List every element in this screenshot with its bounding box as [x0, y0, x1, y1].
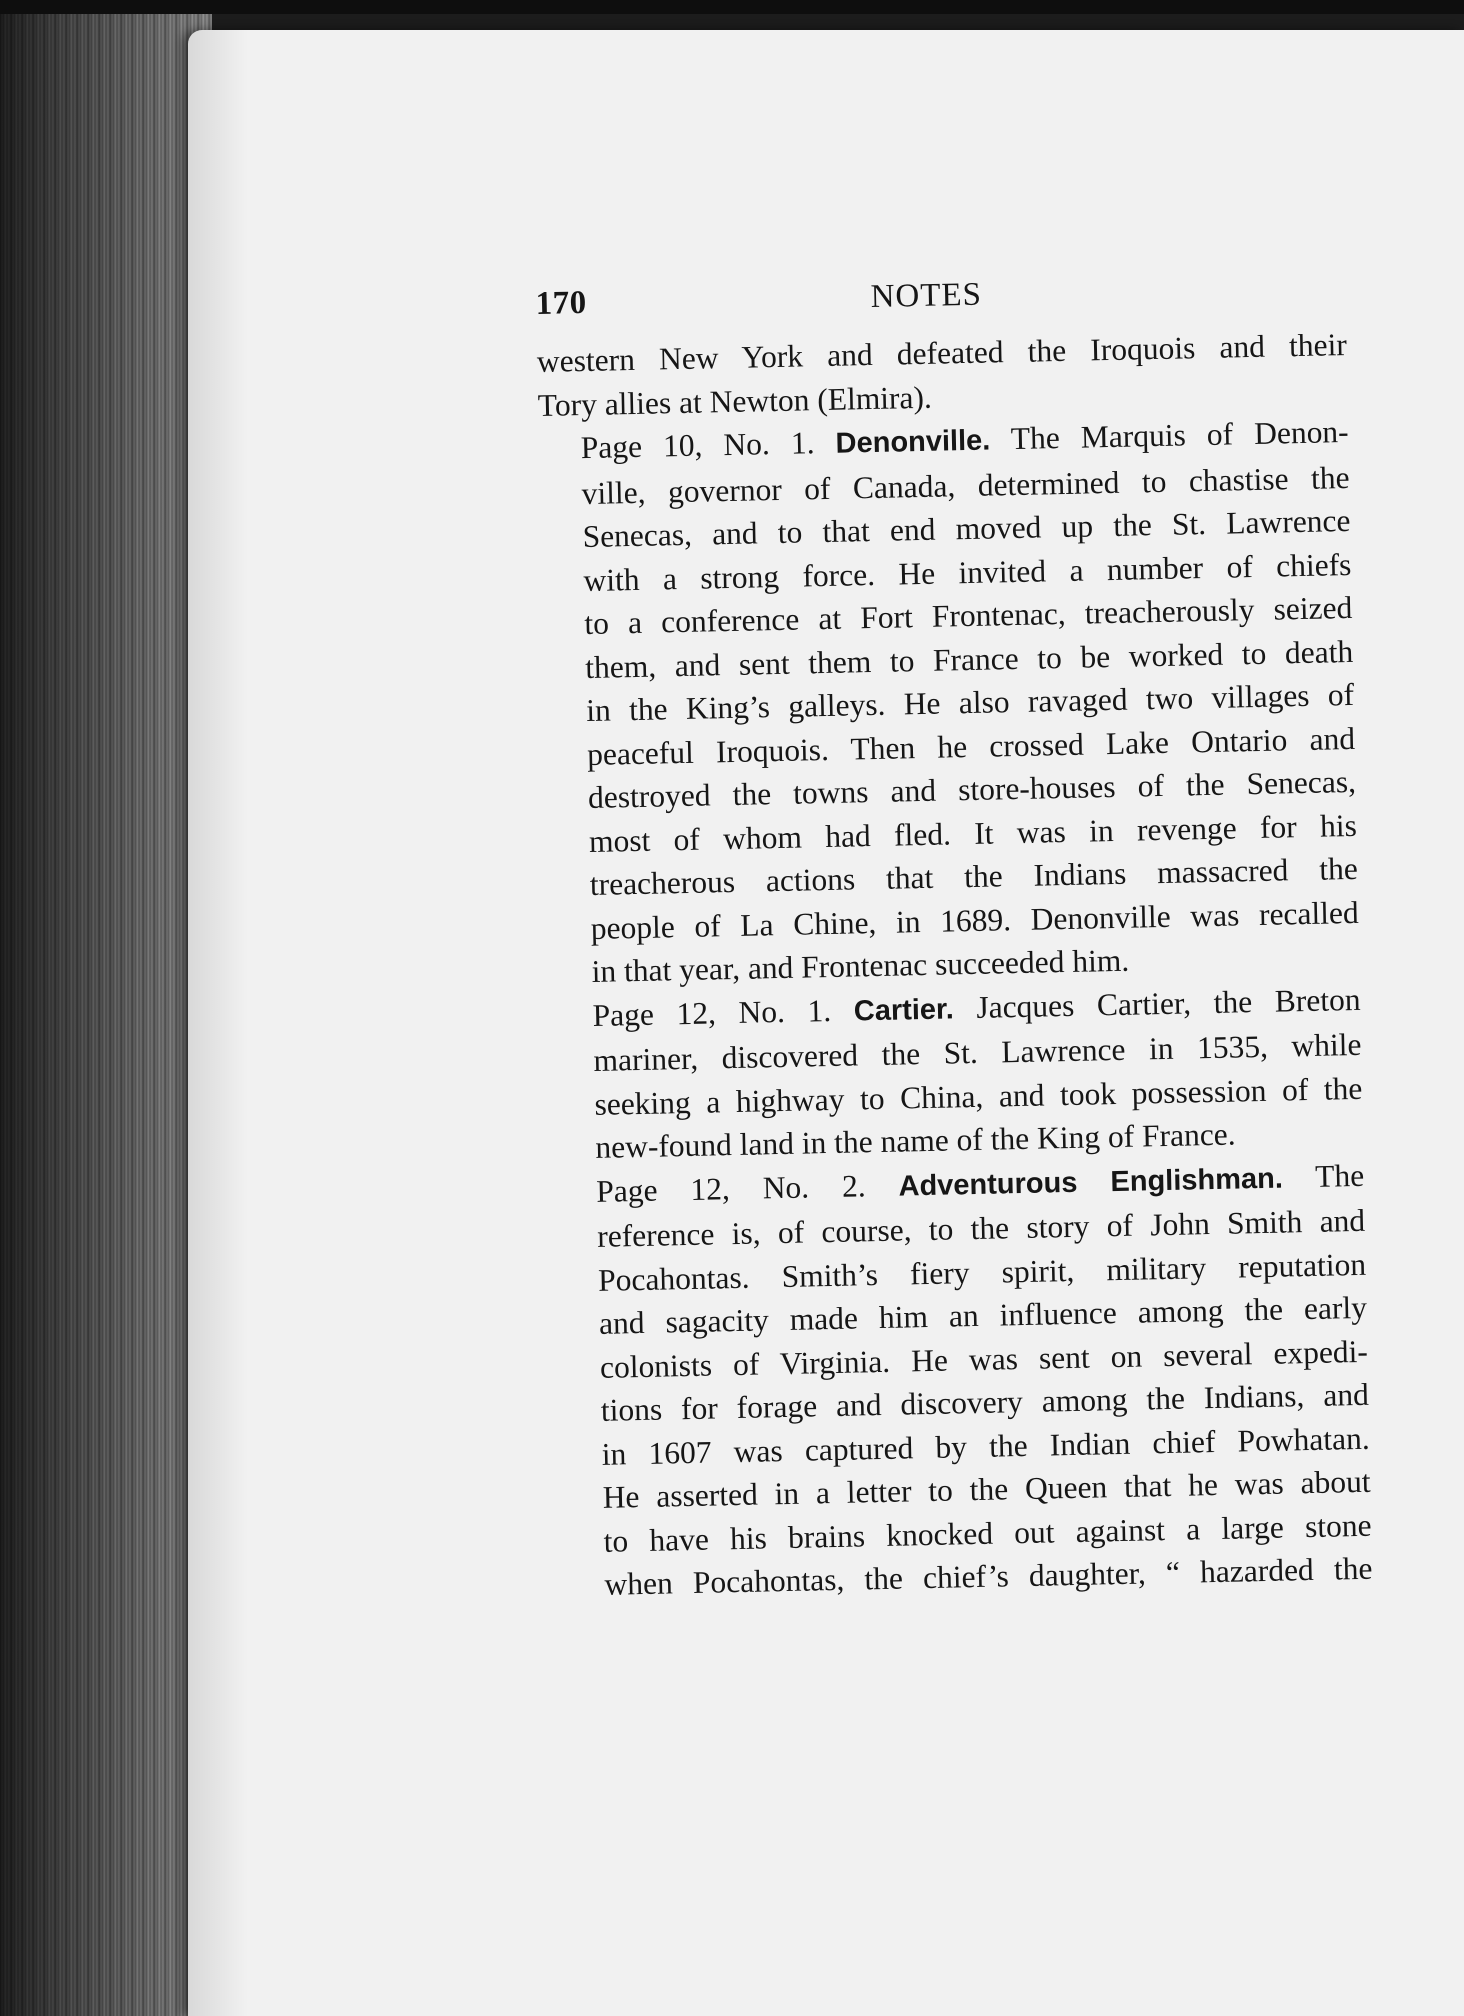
text-line: peaceful Iroquois. Then he crossed Lake Ontario and: [586, 720, 1356, 772]
running-head-title: NOTES: [870, 276, 983, 315]
page-text-block: [535, 253, 1373, 1607]
text-line: ville, governor of Canada, determined to chastise the: [581, 459, 1350, 511]
text-line: colonists of Virginia. He was sent on several expedi-: [599, 1333, 1369, 1385]
text-line: people of La Chine, in 1689. Denonville was recalled: [590, 894, 1359, 946]
text-line: to a conference at Fort Frontenac, treacherously seized: [584, 589, 1353, 642]
text-line: treacherous actions that the Indians massacred the: [589, 850, 1359, 902]
scan-top-edge: [0, 0, 1464, 14]
text-line: in the King’s galleys. He also ravaged two villages of: [585, 676, 1355, 729]
text-line: in 1607 was captured by the Indian chief Powhatan.: [601, 1420, 1371, 1472]
note-first-line-text: Jacques Cartier, the Breton: [975, 981, 1361, 1025]
note-reference: Page 12, No. 2.: [595, 1167, 866, 1209]
text-line: when Pocahontas, the chief’s daughter, “ hazarded the: [604, 1550, 1373, 1602]
continuation-paragraph: [536, 323, 1348, 427]
page-edges-shadow: [0, 14, 212, 2016]
page-number: 170: [535, 284, 588, 322]
note-first-line-text: The Marquis of Denon-: [1010, 414, 1349, 457]
text-line: new-found land in the name of the King of France.: [595, 1116, 1236, 1165]
text-line: in that year, and Frontenac succeeded him.: [591, 942, 1130, 989]
text-line: most of whom had fled. It was in revenge for his: [588, 807, 1358, 859]
text-line: reference is, of course, to the story of John Smith and: [596, 1202, 1366, 1254]
notes-body: [536, 323, 1372, 1607]
note-term: Denonville.: [835, 424, 991, 460]
text-line: destroyed the towns and store-houses of the Senecas,: [587, 763, 1357, 816]
note-adventurous-englishman: [554, 1153, 1373, 1607]
text-line: Senecas, and to that end moved up the St. Lawrence: [582, 502, 1351, 555]
text-line: He asserted in a letter to the Queen that he was about: [602, 1463, 1371, 1515]
text-line: to have his brains knocked out against a large stone: [603, 1507, 1372, 1559]
text-line: them, and sent them to France to be worked to death: [584, 633, 1354, 685]
text-line: tions for forage and discovery among the Indians, and: [600, 1376, 1370, 1428]
note-cartier: [550, 977, 1364, 1170]
note-reference: Page 12, No. 1.: [592, 992, 832, 1033]
note-reference: Page 10, No. 1.: [580, 425, 815, 466]
text-line: mariner, discovered the St. Lawrence in 1535, while: [593, 1026, 1362, 1078]
note-first-line-text: The: [1314, 1157, 1365, 1194]
note-term: Cartier.: [853, 992, 955, 1027]
text-line: western New York and defeated the Iroquois and their: [536, 327, 1348, 379]
note-denonville: [538, 410, 1360, 994]
text-line: and sagacity made him an influence among the early: [598, 1289, 1368, 1341]
text-line: seeking a highway to China, and took possession of the: [594, 1070, 1363, 1122]
text-line: Tory allies at Newton (Elmira).: [537, 379, 933, 423]
text-line: with a strong force. He invited a number of chiefs: [583, 546, 1352, 598]
note-term: Adventurous Englishman.: [898, 1162, 1284, 1203]
page-gutter-shadow: [188, 30, 248, 2016]
text-line: Pocahontas. Smith’s fiery spirit, military reputation: [597, 1246, 1367, 1298]
